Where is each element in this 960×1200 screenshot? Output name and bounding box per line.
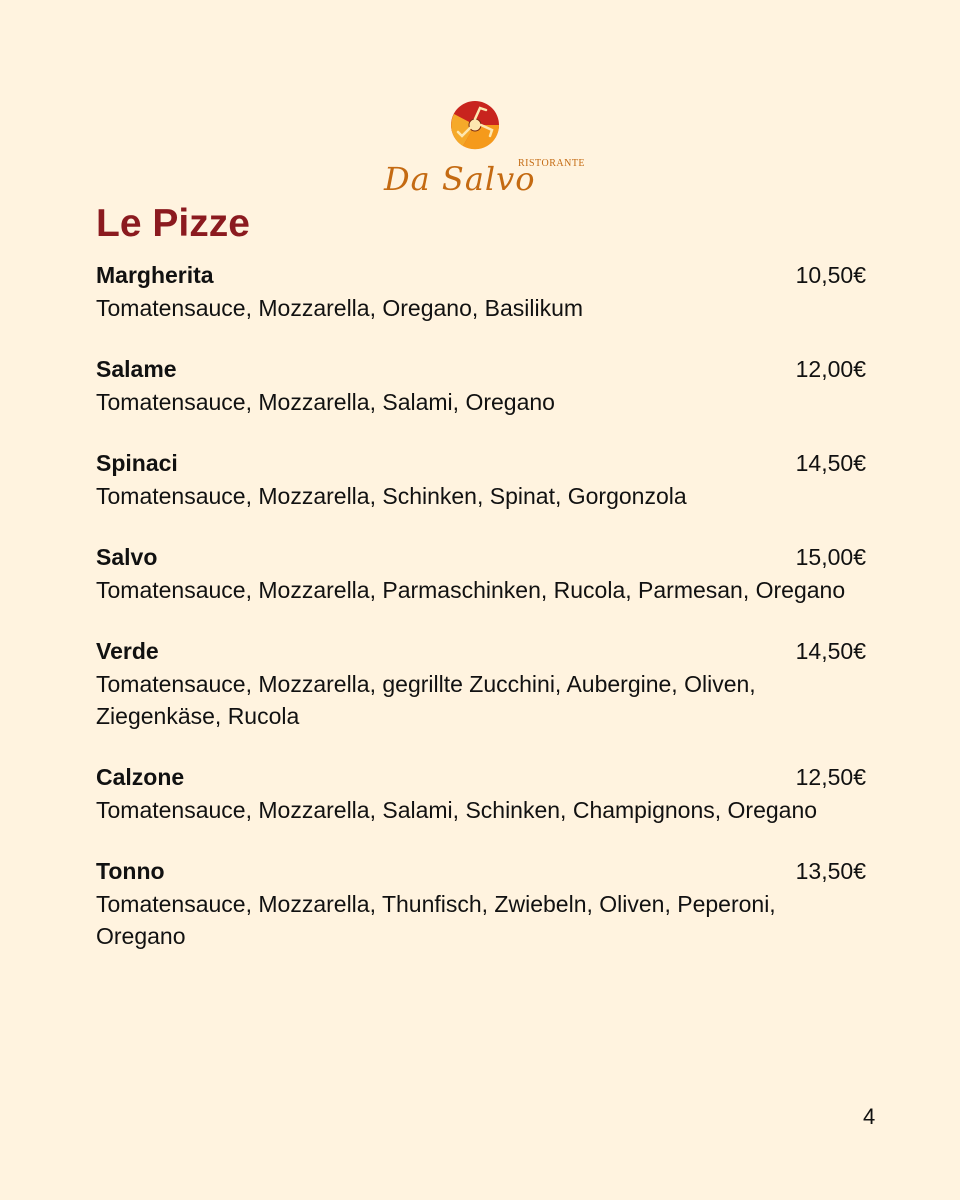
item-description: Tomatensauce, Mozzarella, Thunfisch, Zwiebeln, Oliven, Peperoni, Oregano <box>96 891 776 949</box>
item-price: 10,50€ <box>795 262 866 288</box>
menu-item <box>96 262 866 324</box>
restaurant-logo <box>380 100 586 200</box>
menu-list <box>96 262 866 984</box>
item-price: 14,50€ <box>795 450 866 476</box>
item-description: Tomatensauce, Mozzarella, gegrillte Zucchini, Aubergine, Oliven, Ziegenkäse, Rucola <box>96 671 756 729</box>
menu-item <box>96 858 866 952</box>
logo-script-text: Da Salvo <box>384 160 536 198</box>
menu-item <box>96 764 866 826</box>
menu-item <box>96 544 866 606</box>
item-price: 15,00€ <box>795 544 866 570</box>
logo-small-text: RISTORANTE <box>518 158 586 169</box>
item-name: Salame <box>96 356 177 382</box>
item-description: Tomatensauce, Mozzarella, Schinken, Spinat, Gorgonzola <box>96 483 687 509</box>
menu-item <box>96 356 866 418</box>
section-title: Le Pizze <box>96 202 250 245</box>
item-price: 12,50€ <box>795 764 866 790</box>
item-name: Margherita <box>96 262 214 288</box>
trinacria-icon <box>450 100 500 150</box>
item-price: 14,50€ <box>795 638 866 664</box>
item-price: 13,50€ <box>795 858 866 884</box>
item-name: Verde <box>96 638 159 664</box>
item-description: Tomatensauce, Mozzarella, Parmaschinken, Rucola, Parmesan, Oregano <box>96 577 846 603</box>
item-name: Tonno <box>96 858 165 884</box>
page-number: 4 <box>863 1104 876 1129</box>
item-name: Spinaci <box>96 450 178 476</box>
item-description: Tomatensauce, Mozzarella, Salami, Schinken, Champignons, Oregano <box>96 797 818 823</box>
item-name: Calzone <box>96 764 185 790</box>
item-description: Tomatensauce, Mozzarella, Salami, Oregano <box>96 389 555 415</box>
item-price: 12,00€ <box>795 356 866 382</box>
menu-item <box>96 638 866 732</box>
menu-item <box>96 450 866 512</box>
item-description: Tomatensauce, Mozzarella, Oregano, Basilikum <box>96 295 584 321</box>
item-name: Salvo <box>96 544 158 570</box>
